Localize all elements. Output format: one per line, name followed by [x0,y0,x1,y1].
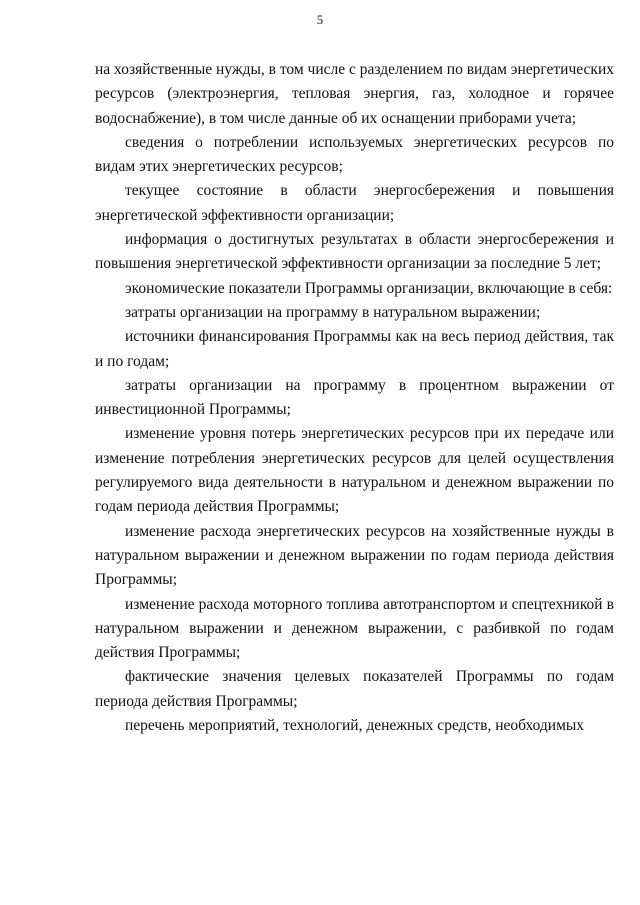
paragraph: изменение расхода моторного топлива автотранспортом и спецтехникой в натуральном выражении и денежном выражении, с разбивкой по годам действия Программы; [95,595,614,662]
paragraph: информация о достигнутых результатах в области энергосбережения и повышения энергетической эффективности организации за последние 5 лет; [95,231,614,273]
paragraph: источники финансирования Программы как на весь период действия, так и по годам; [95,328,614,370]
document-body [95,58,614,738]
paragraph: изменение уровня потерь энергетических ресурсов при их передаче или изменение потребления энергетических ресурсов для целей осуществления регулируемого вида деятельности в натуральном и денежном выражении по годам периода действия Программы; [95,425,614,516]
paragraph: перечень мероприятий, технологий, денежных средств, необходимых [125,717,585,735]
paragraph: экономические показатели Программы организации, включающие в себя: [125,279,613,297]
paragraph: фактические значения целевых показателей Программы по годам периода действия Программы; [95,668,614,710]
paragraph: затраты организации на программу в процентном выражении от инвестиционной Программы; [95,376,614,419]
paragraph: на хозяйственные нужды, в том числе с разделением по видам энергетических ресурсов (электроэнергия, тепловая энергия, газ, холодное и горячее водоснабжение), в том числе данные об их оснащении приборами учета; [95,61,614,127]
page-number: 5 [316,12,324,27]
paragraph: текущее состояние в области энергосбережения и повышения энергетической эффективности организации; [95,182,614,224]
paragraph: затраты организации на программу в натуральном выражении; [125,303,541,321]
paragraph: сведения о потреблении используемых энергетических ресурсов по видам этих энергетических ресурсов; [95,133,614,176]
paragraph: изменение расхода энергетических ресурсов на хозяйственные нужды в натуральном выражении и денежном выражении по годам периода действия Программы; [95,522,614,589]
